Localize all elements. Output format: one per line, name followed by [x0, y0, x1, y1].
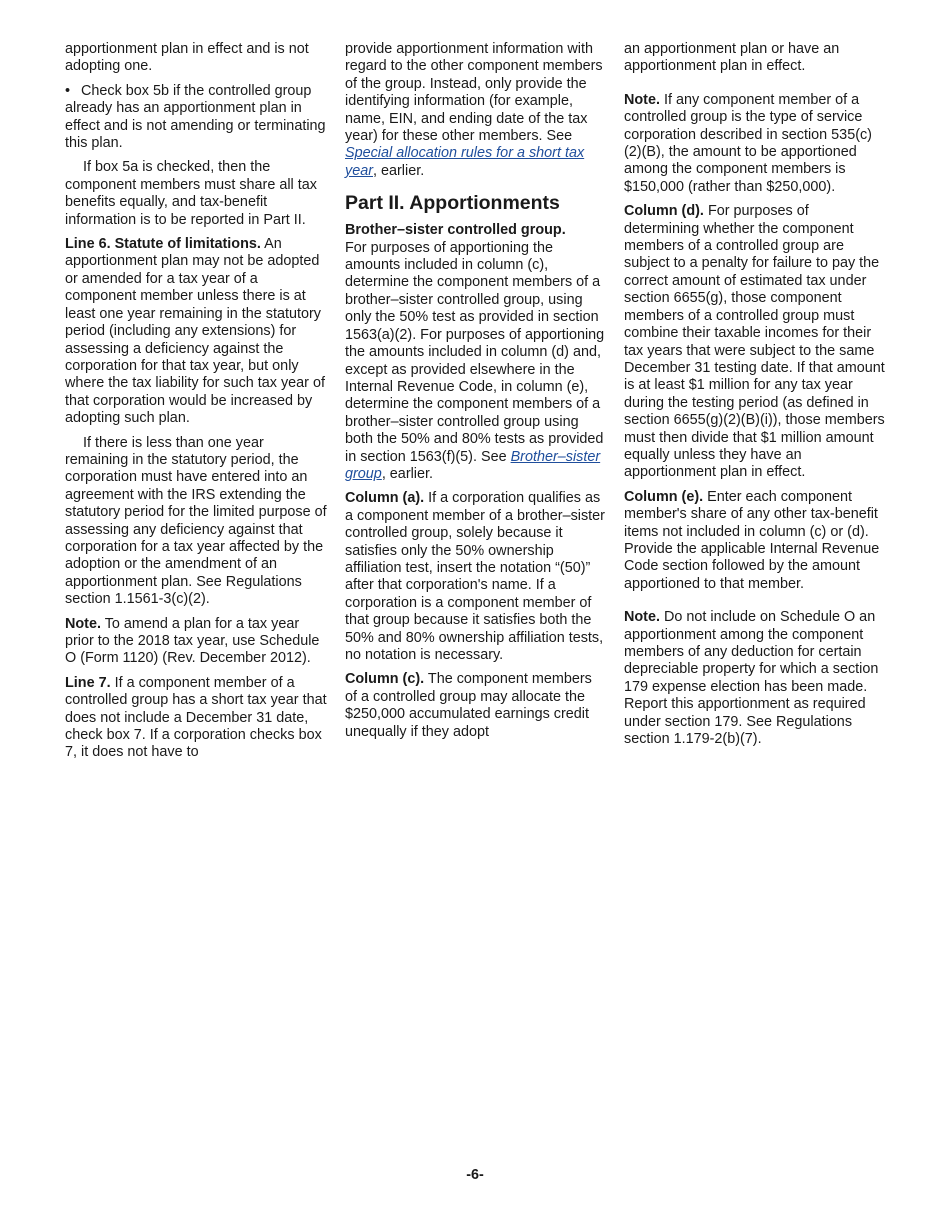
line-6-text: An apportionment plan may not be adopted or amended for a tax year of a component member unless there is at least one year remaining in the statutory period (including any extensions) for assessing a deficiency against the corporation for that tax year, but only where the tax liability for such tax year of that corporation would be increased by adopting such plan. [65, 236, 325, 427]
column-e-heading: Column (e). [624, 488, 704, 505]
bullet-item [65, 83, 327, 153]
special-allocation-link[interactable]: Special allocation rules for a short tax year [345, 145, 585, 179]
column-a-section [345, 490, 607, 664]
page-number: -6- [466, 1167, 484, 1183]
column-c-text: The component members of a controlled group may allocate the $250,000 accumulated earnings credit unequally if they adopt [345, 671, 592, 740]
part-2-heading: Part II. Apportionments [345, 192, 560, 215]
column-d-section [624, 203, 886, 482]
text-run: , earlier. [381, 465, 434, 482]
column-e-text: Enter each component member's share of any other tax-benefit items not included in column (c) or (d). Provide the applicable Internal Revenue Code section followed by the amount apportioned to that member. [624, 488, 880, 592]
column-c-heading: Column (c). [345, 671, 425, 688]
brother-sister-section [345, 222, 607, 483]
column-d-heading: Column (d). [624, 203, 704, 220]
line-7-section [65, 675, 327, 762]
text-run: For purposes of apportioning the amounts included in column (c), determine the component members of a brother–sister controlled group, using only the 50% test as provided in section 1563(a)(2). For purposes of apportioning the amounts included in column (d) and, except as provided elsewhere in the Internal Revenue Code, in column (e), determine the component members of a brother–sister controlled group using both the 50% and 80% tests as provided in section 1563(f)(5). See [345, 239, 605, 465]
brother-sister-group-link[interactable]: Brother–sister group [345, 448, 601, 482]
bullet-icon: • [65, 82, 71, 99]
brother-sister-heading: Brother–sister controlled group. [345, 222, 566, 239]
note-text: To amend a plan for a tax year prior to the 2018 tax year, use Schedule O (Form 1120) (Rev. December 2012). [65, 615, 320, 667]
column-1 [65, 41, 327, 769]
column-2 [345, 41, 607, 748]
column-3 [624, 41, 886, 755]
line-6-section [65, 236, 327, 427]
column-e-section [624, 489, 886, 593]
note-heading: Note. [624, 91, 660, 108]
line-7-text: If a component member of a controlled group has a short tax year that does not include a December 31 date, check box 7. If a corporation checks box 7, it does not have to [65, 674, 327, 761]
bullet-text: Check box 5b if the controlled group already has an apportionment plan in effect and is not amending or terminating this plan. [65, 82, 326, 152]
column-d-text: For purposes of determining whether the component members of a controlled group are subject to a penalty for failure to pay the correct amount of estimated tax under section 6655(g), those component members of a controlled group must combine their taxable incomes for their tax years that were subject to the same December 31 testing date. If that amount is at least $1 million for any tax year during the testing period (as defined in section 6655(g)(2)(B)(i)), those members must then divide that $1 million amount equally unless they have an apportionment plan in effect. [624, 203, 885, 481]
paragraph: apportionment plan in effect and is not adopting one. [65, 41, 309, 75]
paragraph: If there is less than one year remaining in the statutory period, the corporation must have entered into an agreement with the IRS extending the statutory period for the limited purpose of assessing any deficiency against that corporation for a tax year affected by the adoption or the amendment of an apportionment plan. See Regulations section 1.1561-3(c)(2). [65, 434, 327, 608]
note-section [65, 616, 327, 668]
note-text: Do not include on Schedule O an apportionment among the component members of any deduction for certain depreciable property for which a section 179 expense election has been made. Report this apportionment as required under section 179. See Regulations section 1.179-2(b)(7). [624, 609, 879, 748]
paragraph: If box 5a is checked, then the component members must share all tax benefits equally, and tax-benefit information is to be reported in Part II. [65, 159, 317, 228]
text-run: provide apportionment information with regard to the other component members of the group. Instead, only provide the identifying information (for example, name, EIN, and ending date of the tax year) for these other members. See [345, 41, 603, 145]
paragraph [345, 41, 607, 180]
text-run: , earlier. [373, 162, 425, 179]
note-text: If any component member of a controlled group is the type of service corporation described in section 535(c)(2)(B), the amount to be apportioned among the component members is $150,000 (rather than $250,000). [624, 91, 872, 195]
column-a-text: If a corporation qualifies as a component member of a brother–sister controlled group, solely because it satisfies only the 50% ownership affiliation test, insert the notation “(50)” after that corporation's name. If a corporation is a component member of that group because it satisfies both the 50% and 80% ownership affiliation tests, no notation is necessary. [345, 490, 605, 663]
note-heading: Note. [624, 609, 660, 626]
line-6-heading: Line 6. Statute of limitations. [65, 236, 261, 253]
note-section [624, 92, 886, 196]
note-section [624, 609, 886, 748]
column-c-section [345, 671, 607, 741]
paragraph: an apportionment plan or have an apportionment plan in effect. [624, 41, 840, 75]
column-a-heading: Column (a). [345, 490, 425, 507]
note-heading: Note. [65, 615, 101, 632]
line-7-heading: Line 7. [65, 674, 111, 691]
